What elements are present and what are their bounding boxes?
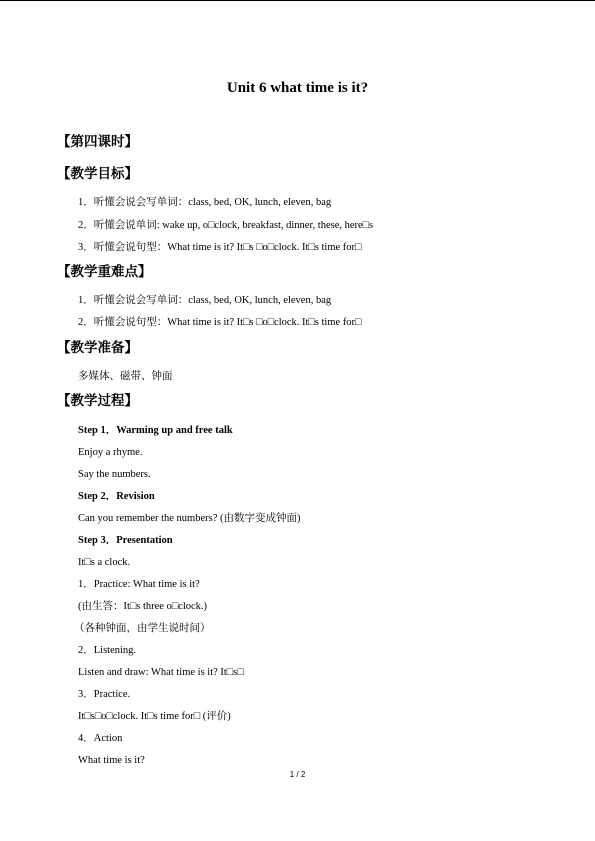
goal-item-1: 1．听懂会说会写单词：class, bed, OK, lunch, eleven, bag — [78, 197, 332, 208]
key-point-item-2: 2．听懂会说句型：What time is it? It□s □o□clock. It□s time for□ — [78, 317, 362, 328]
page-number: 1 / 2 — [289, 770, 306, 779]
section-heading-preparation: 【教学准备】 — [57, 340, 138, 356]
process-line: (由生答：It□s three o□clock.) — [78, 601, 208, 612]
process-line: Enjoy a rhyme. — [78, 447, 143, 458]
process-line: 4．Action — [78, 733, 123, 744]
process-step-heading-2: Step 2．Revision — [78, 491, 155, 502]
process-line: Can you remember the numbers? (由数字变成钟面) — [78, 513, 301, 524]
section-heading-process: 【教学过程】 — [57, 393, 138, 409]
preparation-text: 多媒体、磁带、钟面 — [78, 371, 173, 382]
process-line: What time is it? — [78, 755, 145, 766]
process-line: 1．Practice: What time is it? — [78, 579, 200, 590]
process-line: Listen and draw: What time is it? It□s□ — [78, 667, 244, 678]
process-line: Say the numbers. — [78, 469, 151, 480]
process-step-heading-3: Step 3．Presentation — [78, 535, 173, 546]
section-heading-goals: 【教学目标】 — [57, 166, 138, 182]
process-line: It□s□o□clock. It□s time for□ (评价) — [78, 711, 231, 722]
process-line: 2．Listening. — [78, 645, 137, 656]
section-heading-period: 【第四课时】 — [57, 134, 138, 150]
section-heading-key-points: 【教学重难点】 — [57, 264, 152, 280]
goal-item-3: 3．听懂会说句型：What time is it? It□s □o□clock. It□s time for□ — [78, 242, 362, 253]
goal-item-2: 2．听懂会说单词: wake up, o□clock, breakfast, dinner, these, here□s — [78, 220, 374, 231]
document-title: Unit 6 what time is it? — [226, 80, 369, 96]
process-step-heading-1: Step 1．Warming up and free talk — [78, 425, 233, 436]
top-rule — [0, 0, 595, 1]
process-line: （各种钟面，由学生说时间） — [74, 623, 211, 634]
process-line: It□s a clock. — [78, 557, 131, 568]
key-point-item-1: 1．听懂会说会写单词：class, bed, OK, lunch, eleven, bag — [78, 295, 332, 306]
process-line: 3．Practice. — [78, 689, 131, 700]
